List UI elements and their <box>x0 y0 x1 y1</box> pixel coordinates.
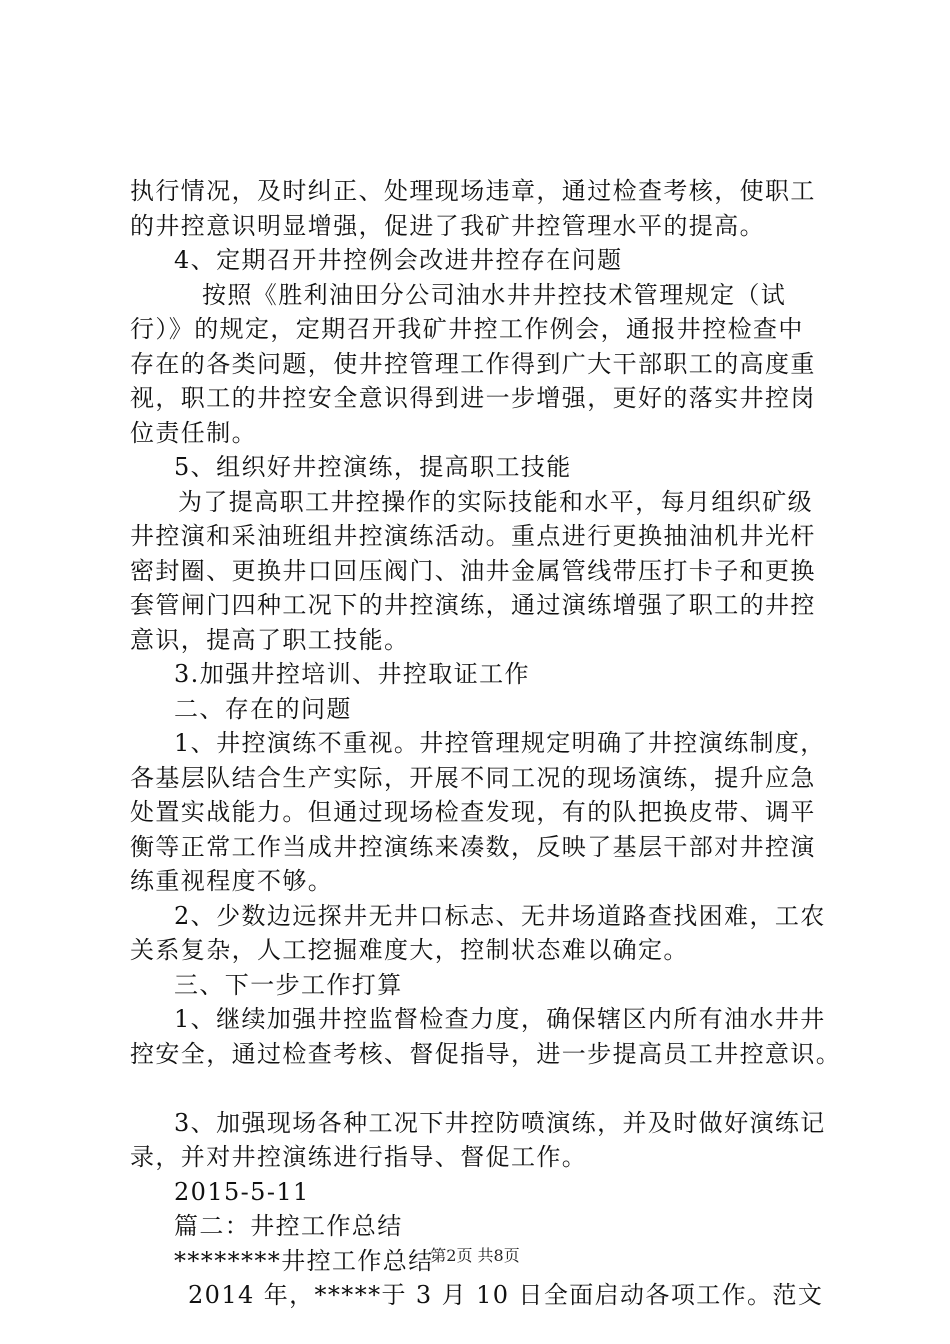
paragraph-line: 位责任制。 <box>130 418 257 447</box>
paragraph-line: ********井控工作总结 <box>174 1246 434 1275</box>
paragraph-line: 2015-5-11 <box>174 1177 310 1206</box>
page-footer: 第2页 共8页 <box>430 1246 520 1265</box>
paragraph-line: 二、存在的问题 <box>174 694 352 723</box>
paragraph-line: 篇二：井控工作总结 <box>174 1212 403 1240</box>
paragraph-line: 按照《胜利油田分公司油水井井控技术管理规定（试 <box>202 280 787 309</box>
paragraph-line: 3.加强井控培训、井控取证工作 <box>174 660 530 688</box>
paragraph-line: 2014 年，*****于 3 月 10 日全面启动各项工作。范文 <box>188 1281 824 1309</box>
paragraph-line: 存在的各类问题，使井控管理工作得到广大干部职工的高度重 <box>130 349 816 378</box>
body-text <box>130 174 855 1313</box>
paragraph-line: 执行情况，及时纠正、处理现场违章，通过检查考核，使职工 <box>130 177 816 205</box>
paragraph-line: 5、组织好井控演练，提高职工技能 <box>174 453 572 481</box>
paragraph-line: 套管闸门四种工况下的井控演练，通过演练增强了职工的井控 <box>130 591 816 619</box>
paragraph-line: 意识，提高了职工技能。 <box>130 625 410 654</box>
paragraph-line: 井控演和采油班组井控演练活动。重点进行更换抽油机井光杆 <box>130 522 816 550</box>
paragraph-line: 为了提高职工井控操作的实际技能和水平，每月组织矿级 <box>178 487 813 516</box>
paragraph-line: 4、定期召开井控例会改进井控存在问题 <box>174 246 623 274</box>
paragraph-line: 密封圈、更换井口回压阀门、油井金属管线带压打卡子和更换 <box>130 556 816 585</box>
paragraph-line: 行）》的规定，定期召开我矿井控工作例会，通报井控检查中 <box>130 315 804 343</box>
paragraph-line: 衡等正常工作当成井控演练来凑数，反映了基层干部对井控演 <box>130 832 816 861</box>
paragraph-line: 处置实战能力。但通过现场检查发现，有的队把换皮带、调平 <box>130 798 816 826</box>
paragraph-line: 2、少数边远探井无井口标志、无井场道路查找困难，工农 <box>174 901 826 930</box>
paragraph-line: 录，并对井控演练进行指导、督促工作。 <box>130 1143 588 1171</box>
paragraph-line: 三、下一步工作打算 <box>174 970 403 999</box>
paragraph-line: 视，职工的井控安全意识得到进一步增强，更好的落实井控岗 <box>130 384 816 412</box>
paragraph-line: 的井控意识明显增强，促进了我矿井控管理水平的提高。 <box>130 211 765 240</box>
blank-line <box>130 1071 855 1106</box>
paragraph-line: 3、加强现场各种工况下井控防喷演练，并及时做好演练记 <box>174 1108 826 1137</box>
paragraph-line: 1、井控演练不重视。井控管理规定明确了井控演练制度， <box>174 729 826 757</box>
paragraph-line: 控安全，通过检查考核、督促指导，进一步提高员工井控意识。 <box>130 1039 842 1068</box>
paragraph-line: 练重视程度不够。 <box>130 867 334 895</box>
paragraph-line: 1、继续加强井控监督检查力度，确保辖区内所有油水井井 <box>174 1005 826 1033</box>
paragraph-line: 各基层队结合生产实际，开展不同工况的现场演练，提升应急 <box>130 763 816 792</box>
paragraph-line: 关系复杂，人工挖掘难度大，控制状态难以确定。 <box>130 936 689 964</box>
